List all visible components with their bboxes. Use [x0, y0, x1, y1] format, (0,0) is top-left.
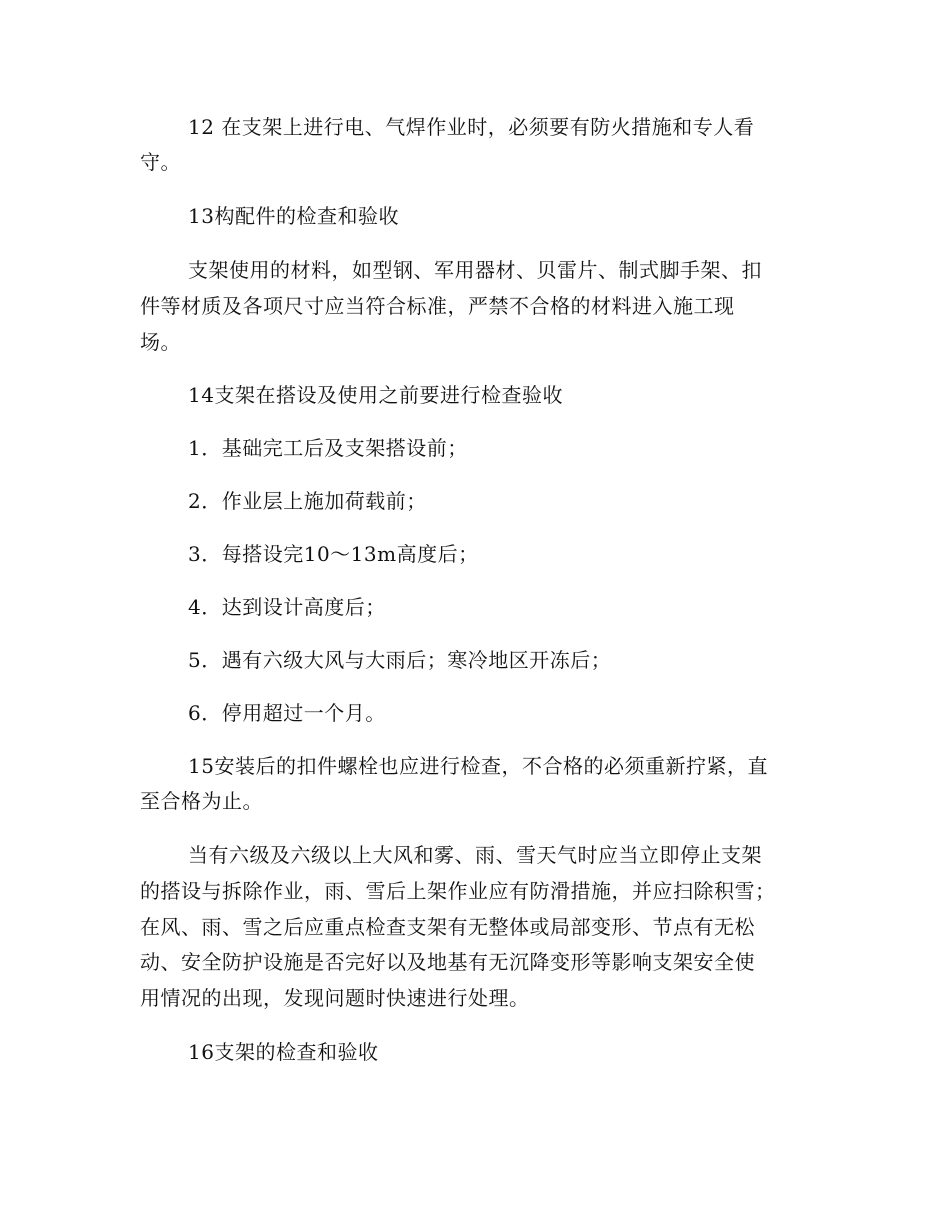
paragraph-weather-line-2: 的搭设与拆除作业，雨、雪后上架作业应有防滑措施，并应扫除积雪；	[140, 879, 776, 903]
list-item-4: 4．达到设计高度后；	[188, 595, 386, 619]
heading-13: 13构配件的检查和验收	[188, 204, 399, 228]
list-item-1: 1．基础完工后及支架搭设前；	[188, 436, 468, 460]
list-item-5: 5．遇有六级大风与大雨后；寒冷地区开冻后；	[188, 648, 612, 672]
paragraph-weather-line-5: 用情况的出现，发现问题时快速进行处理。	[140, 986, 530, 1010]
paragraph-weather-line-1: 当有六级及六级以上大风和雾、雨、雪天气时应当立即停止支架	[188, 843, 762, 867]
paragraph-15-line-2: 至合格为止。	[140, 789, 263, 813]
list-item-2: 2．作业层上施加荷载前；	[188, 489, 427, 513]
heading-14: 14支架在搭设及使用之前要进行检查验收	[188, 383, 563, 407]
paragraph-materials-line-3: 场。	[140, 330, 181, 354]
paragraph-15-line-1: 15安装后的扣件螺栓也应进行检查，不合格的必须重新拧紧，直	[188, 754, 768, 778]
paragraph-weather-line-4: 动、安全防护设施是否完好以及地基有无沉降变形等影响支架安全使	[140, 950, 755, 974]
paragraph-materials-line-2: 件等材质及各项尺寸应当符合标准，严禁不合格的材料进入施工现	[140, 294, 735, 318]
paragraph-12-line-1: 12 在支架上进行电、气焊作业时，必须要有防火措施和专人看	[188, 115, 755, 139]
heading-16: 16支架的检查和验收	[188, 1040, 379, 1064]
paragraph-12-line-2: 守。	[140, 150, 181, 174]
paragraph-materials-line-1: 支架使用的材料，如型钢、军用器材、贝雷片、制式脚手架、扣	[188, 258, 762, 282]
list-item-6: 6．停用超过一个月。	[188, 701, 386, 725]
paragraph-weather-line-3: 在风、雨、雪之后应重点检查支架有无整体或局部变形、节点有无松	[140, 915, 755, 939]
list-item-3: 3．每搭设完10～13m高度后；	[188, 542, 479, 566]
